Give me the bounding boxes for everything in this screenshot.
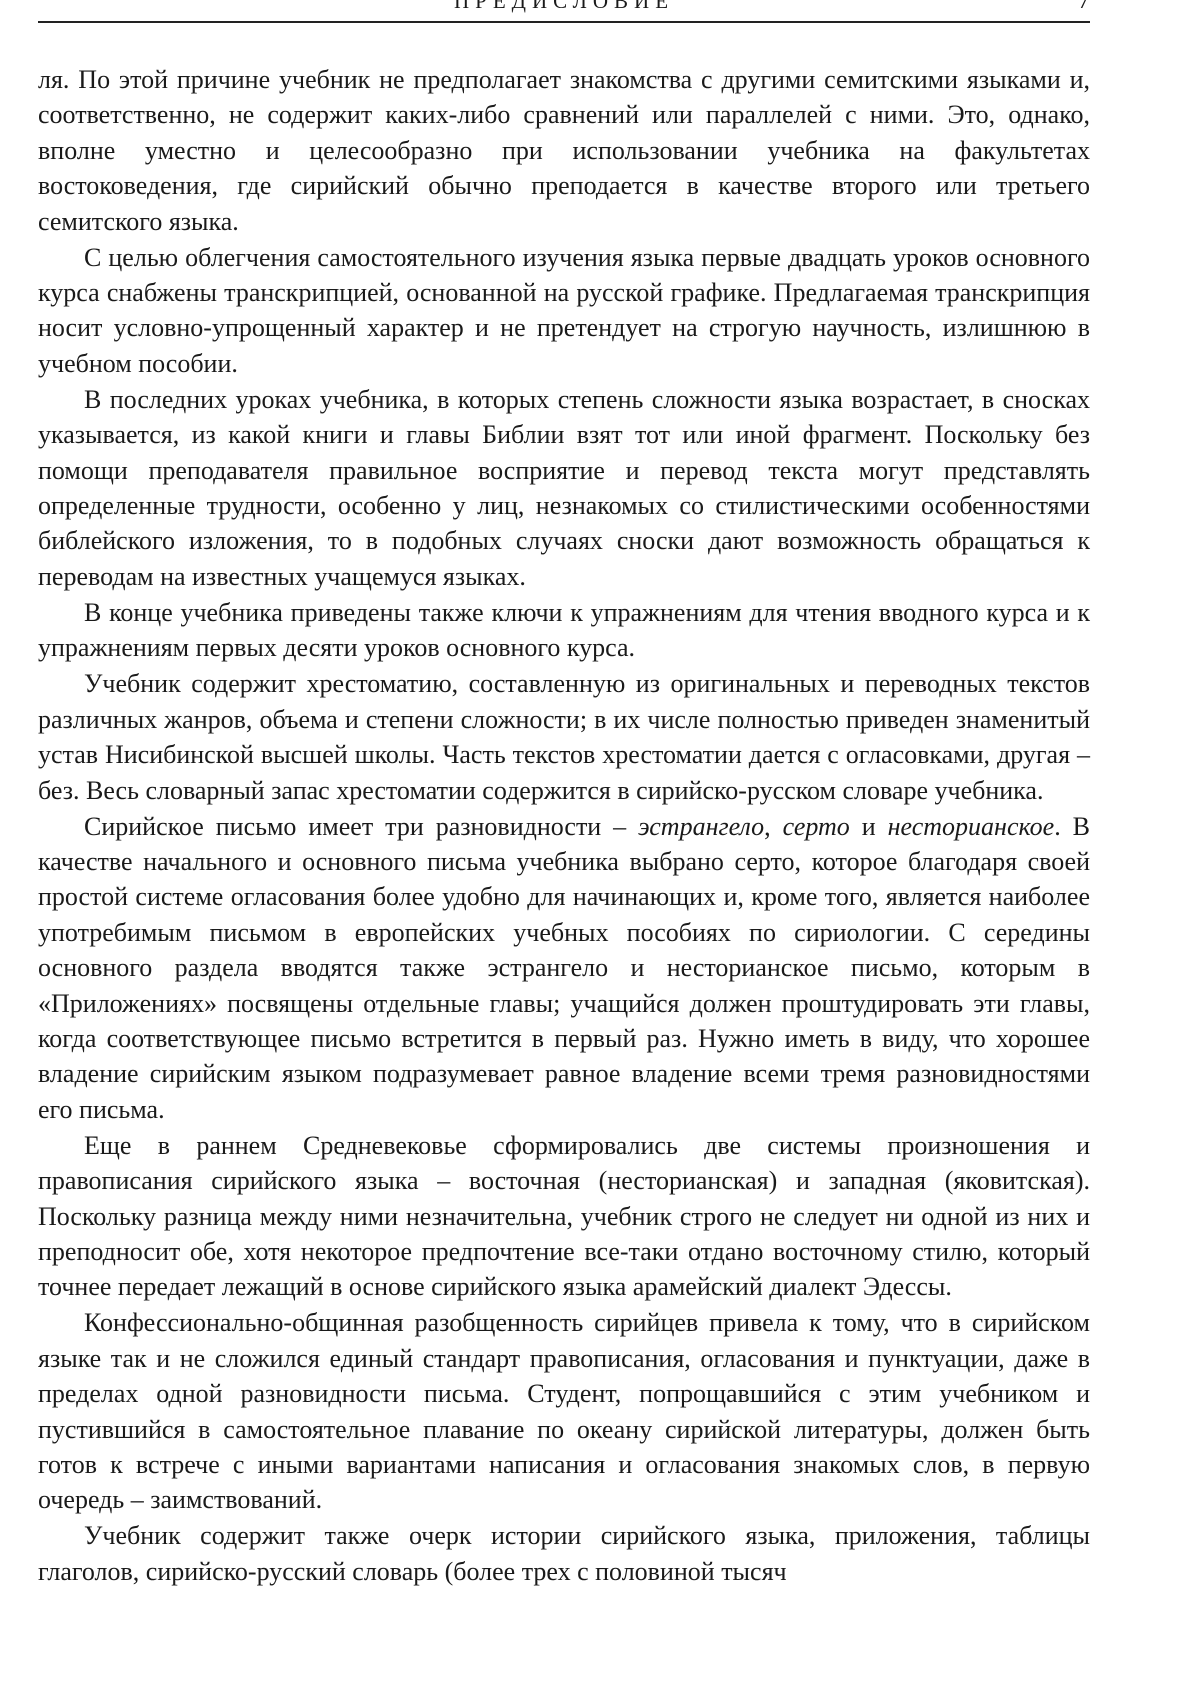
scripts-text-start: Сирийское письмо имеет три разновидности – <box>84 812 638 841</box>
page-crop-edge <box>0 1686 1200 1698</box>
paragraph-contents: Учебник содержит также очерк истории сирийского языка, приложения, таблицы глаголов, сирийско-русский словарь (более трех с половиной тысяч <box>38 1518 1090 1589</box>
script-name-estrangelo: эстрангело <box>638 812 764 841</box>
scripts-text-end: . В качестве начального и основного письма учебника выбрано серто, которое благодаря своей простой системе огласования более удобно для начинающих и, кроме того, является наиболее употребимым письмом в европейских учебных пособиях по сириологии. С середины основного раздела вводятся также эстрангело и несторианское письмо, которым в «Приложениях» посвящены отдельные главы; учащийся должен проштудировать эти главы, когда соответствующее письмо встретится в первый раз. Нужно иметь в виду, что хорошее владение сирийским языком подразумевает равное владение всеми тремя разновидностями его письма. <box>38 812 1090 1124</box>
script-name-serto: серто <box>783 812 850 841</box>
page-number: 7 <box>1078 0 1090 16</box>
book-page <box>0 0 1200 1698</box>
running-title: ПРЕДИСЛОВИЕ <box>38 0 1090 16</box>
paragraph-scripts <box>38 809 1090 1128</box>
paragraph-footnotes: В последних уроках учебника, в которых степень сложности языка возрастает, в сносках указывается, из какой книги и главы Библии взят тот или иной фрагмент. Поскольку без помощи преподавателя правильное восприятие и перевод текста могут представлять определенные трудности, особенно у лиц, незнакомых со стилистическими особенностями библейского изложения, то в подобных случаях сноски дают возможность обращаться к переводам на известных учащемуся языках. <box>38 382 1090 594</box>
script-name-nestorian: несторианское <box>888 812 1055 841</box>
paragraph-pronunciation: Еще в раннем Средневековье сформировались две системы произношения и правописания сирийского языка – восточная (несторианская) и западная (яковитская). Поскольку разница между ними незначительна, учебник строго не следует ни одной из них и преподносит обе, хотя некоторое предпочтение все-таки отдано восточному стилю, который точнее передает лежащий в основе сирийского языка арамейский диалект Эдессы. <box>38 1128 1090 1305</box>
body-text <box>38 62 1090 1590</box>
paragraph-keys: В конце учебника приведены также ключи к упражнениям для чтения вводного курса и к упражнениям первых десяти уроков основного курса. <box>38 595 1090 666</box>
running-head <box>38 0 1090 20</box>
paragraph-standard: Конфессионально-общинная разобщенность сирийцев привела к тому, что в сирийском языке так и не сложился единый стандарт правописания, огласования и пунктуации, даже в пределах одной разновидности письма. Студент, попрощавшийся с этим учебником и пустившийся в самостоятельное плавание по океану сирийской литературы, должен быть готов к встрече с иными вариантами написания и огласования знакомых слов, в первую очередь – заимствований. <box>38 1305 1090 1517</box>
paragraph-transcription: С целью облегчения самостоятельного изучения языка первые двадцать уроков основного курса снабжены транскрипцией, основанной на русской графике. Предлагаемая транскрипция носит условно-упрощенный характер и не претендует на строгую научность, излишнюю в учебном пособии. <box>38 240 1090 382</box>
paragraph-continued: ля. По этой причине учебник не предполагает знакомства с другими семитскими языками и, соответственно, не содержит каких-либо сравнений или параллелей с ними. Это, однако, вполне уместно и целесообразно при использовании учебника на факультетах востоковедения, где сирийский обычно преподается в качестве второго или третьего семитского языка. <box>38 62 1090 239</box>
scripts-separator-2: и <box>850 812 888 841</box>
scripts-separator-1: , <box>764 812 782 841</box>
paragraph-chrestomathy: Учебник содержит хрестоматию, составленную из оригинальных и переводных текстов различных жанров, объема и степени сложности; в их числе полностью приведен знаменитый устав Нисибинской высшей школы. Часть текстов хрестоматии дается с огласовками, другая – без. Весь словарный запас хрестоматии содержится в сирийско-русском словаре учебника. <box>38 666 1090 808</box>
header-rule <box>38 21 1090 23</box>
